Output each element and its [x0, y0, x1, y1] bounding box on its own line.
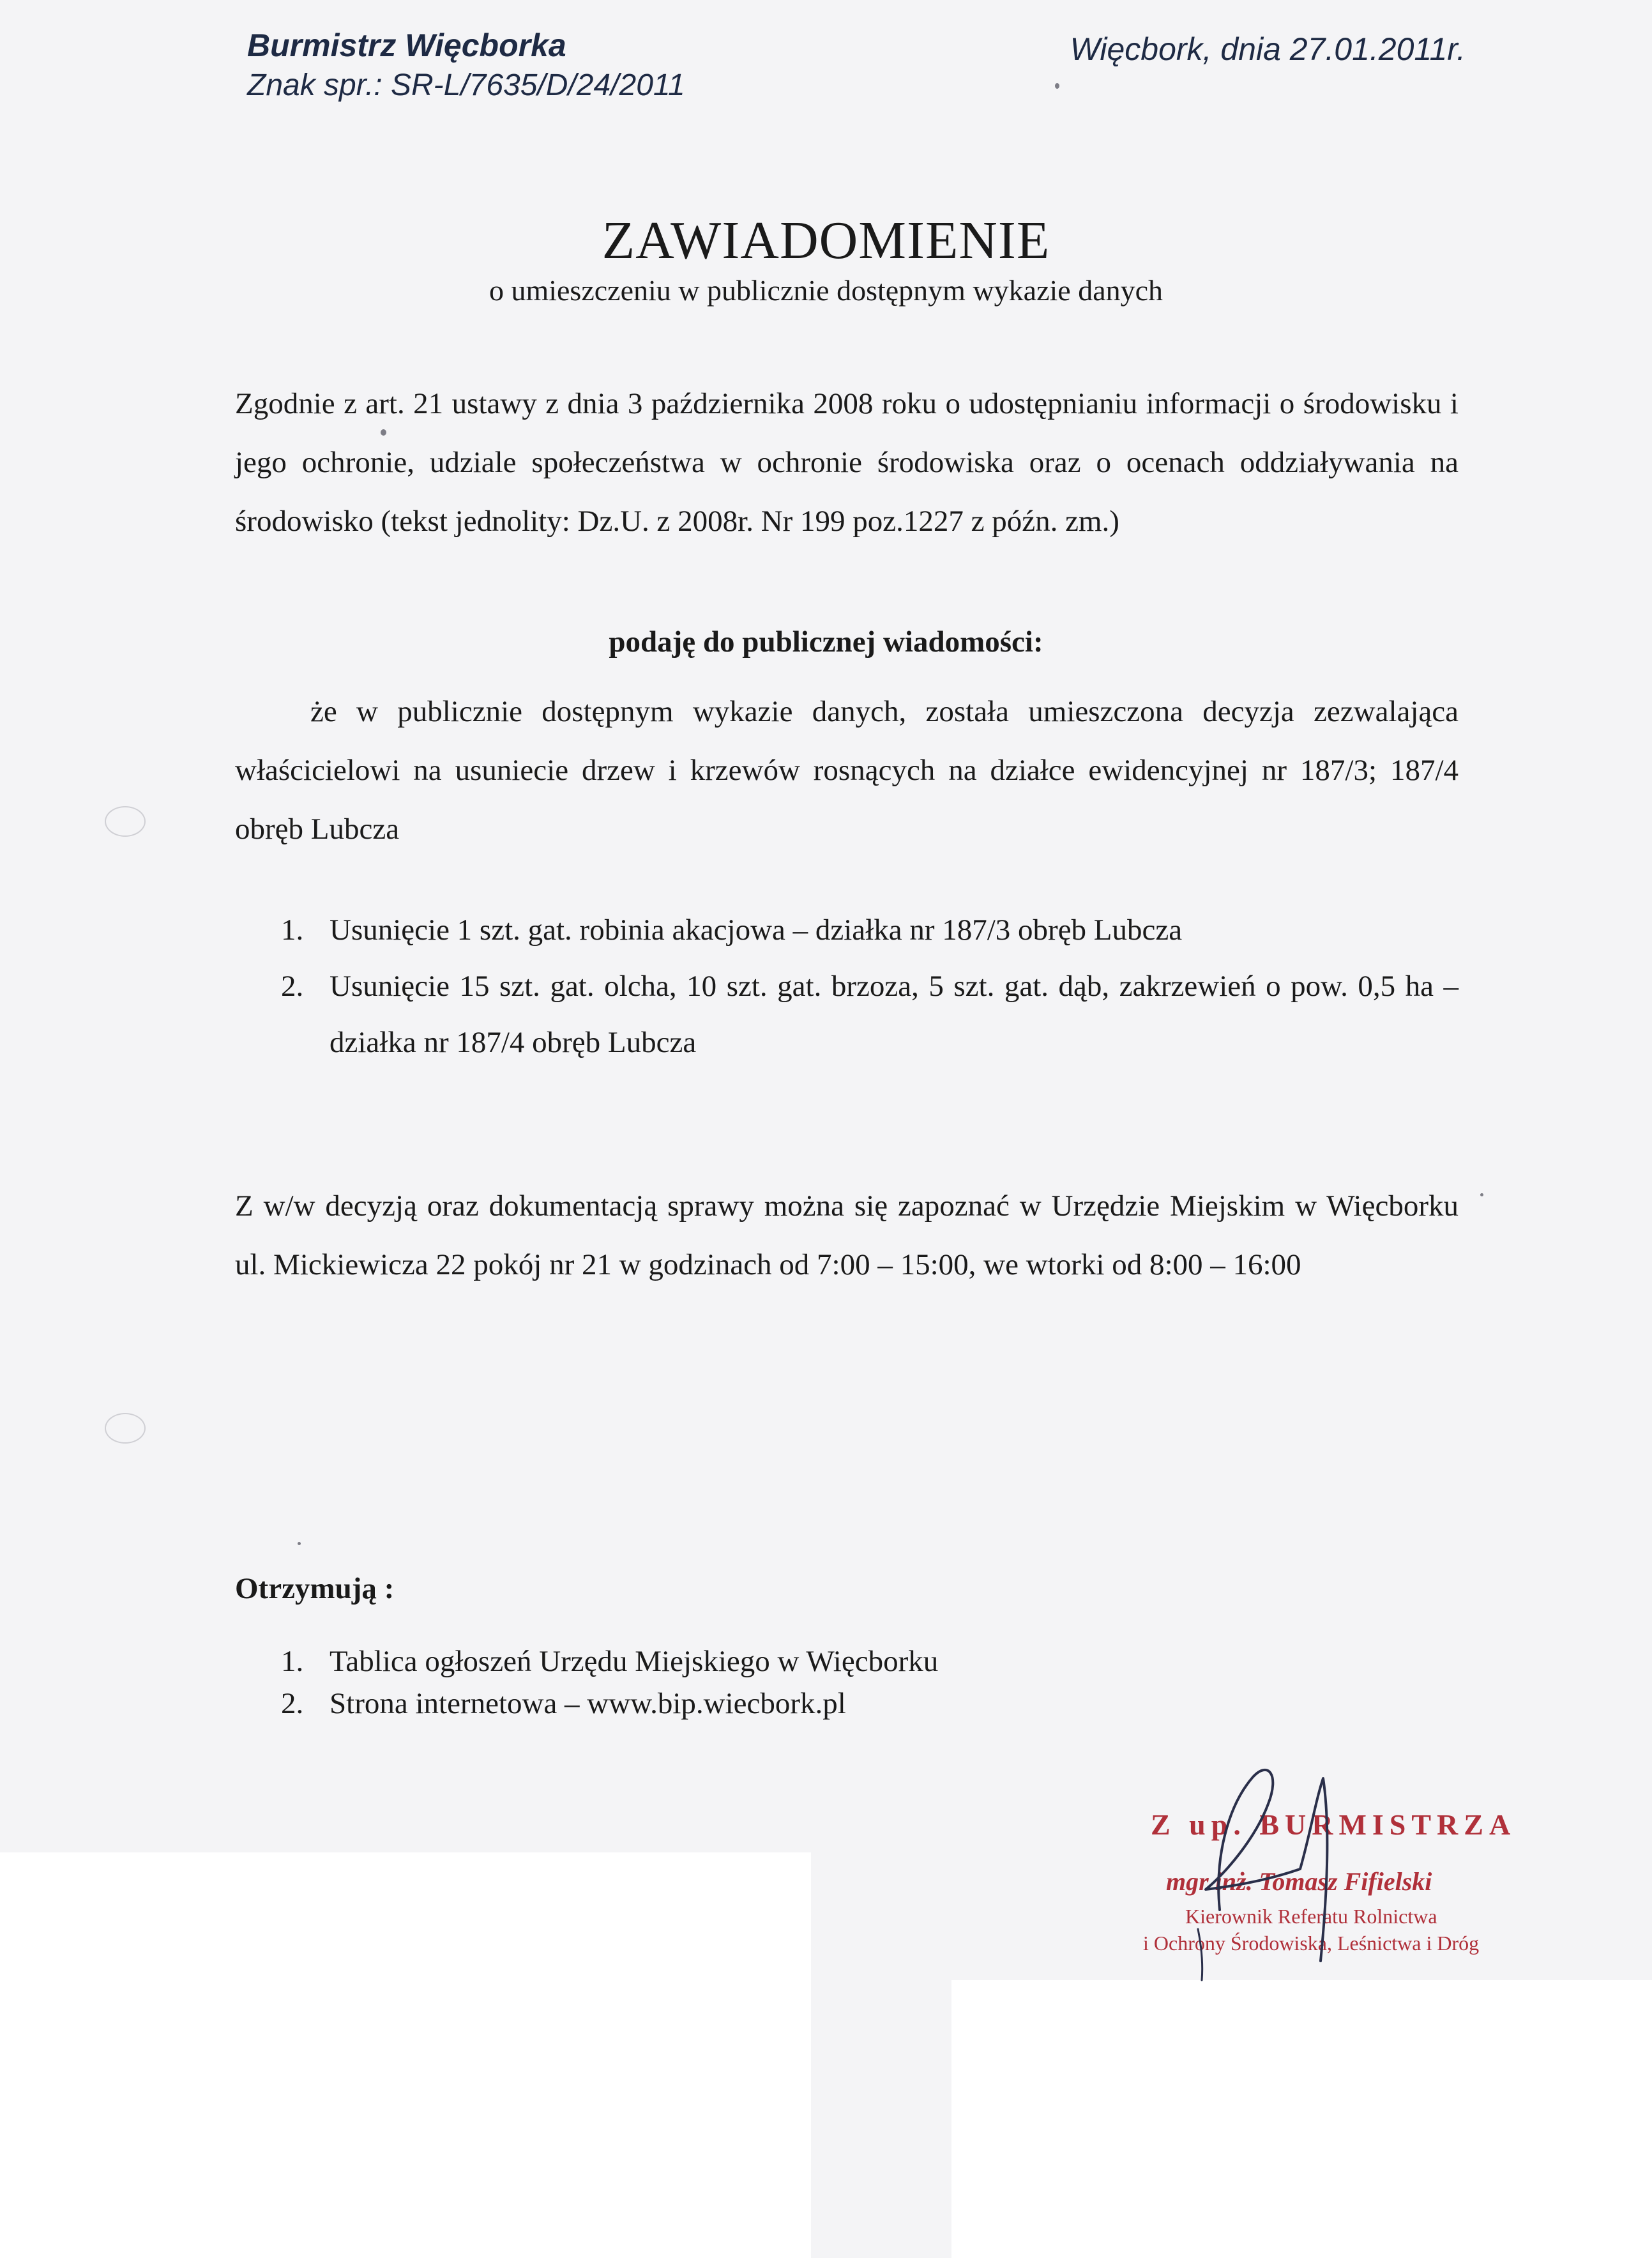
document-title: ZAWIADOMIENIE: [602, 211, 1050, 270]
list-item-number: 2.: [281, 1687, 304, 1720]
list-item: [281, 1682, 1459, 1725]
list-item: [281, 902, 1459, 958]
list-item: [281, 958, 1459, 1071]
stamp-department: i Ochrony Środowiska, Leśnictwa i Dróg: [1143, 1932, 1480, 1955]
announcement-heading: podaję do publicznej wiadomości:: [609, 625, 1043, 659]
legal-basis-paragraph: Zgodnie z art. 21 ustawy z dnia 3 października 2008 roku o udostępnianiu informacji o środowisku i jego ochronie, udziale społeczeństwa w ochronie środowiska oraz o ocenach oddziaływania na środowisko (tekst jednolity: Dz.U. z 2008r. Nr 199 poz.1227 z późn. zm.): [235, 387, 1459, 538]
scan-speck: [298, 1542, 301, 1545]
list-item-text: Tablica ogłoszeń Urzędu Miejskiego w Więcborku: [330, 1645, 939, 1678]
place-and-date: Więcbork, dnia 27.01.2011r.: [1070, 31, 1466, 67]
stamp-authority: Z up. BURMISTRZA: [1151, 1808, 1517, 1841]
list-item-text: Strona internetowa – www.bip.wiecbork.pl: [330, 1687, 846, 1720]
decision-paragraph: że w publicznie dostępnym wykazie danych, została umieszczona decyzja zezwalająca właścicielowi na usuniecie drzew i krzewów rosnących na działce ewidencyjnej nr 187/3; 187/4 obręb Lubcza: [235, 695, 1459, 846]
case-reference: Znak spr.: SR-L/7635/D/24/2011: [247, 68, 685, 102]
inspection-paragraph: Z w/w decyzją oraz dokumentacją sprawy można się zapoznać w Urzędzie Miejskim w Więcborku ul. Mickiewicza 22 pokój nr 21 w godzinach od 7:00 – 15:00, we wtorki od 8:00 – 16:00: [235, 1189, 1459, 1281]
recipients-list: [281, 1640, 1459, 1725]
recipients-heading: Otrzymują :: [235, 1572, 395, 1605]
stamp-official-name: mgr inż. Tomasz Fifielski: [1166, 1867, 1432, 1896]
list-item: [281, 1640, 1459, 1682]
scan-white-patch: [951, 1980, 1652, 2258]
removal-list: [281, 902, 1459, 1071]
scan-speck: [1055, 83, 1059, 89]
list-item-number: 1.: [281, 913, 304, 947]
issuer-name: Burmistrz Więcborka: [247, 27, 566, 63]
scan-speck: [1480, 1193, 1483, 1196]
list-item-number: 2.: [281, 970, 304, 1003]
document-subtitle: o umieszczeniu w publicznie dostępnym wykazie danych: [489, 274, 1163, 307]
stamp-position: Kierownik Referatu Rolnictwa: [1185, 1905, 1437, 1928]
scan-punch-hole-mark: [105, 1413, 146, 1444]
scan-white-patch: [0, 1852, 811, 2258]
scan-punch-hole-mark: [105, 806, 146, 837]
list-item-number: 1.: [281, 1645, 304, 1678]
handwritten-signature: [1143, 1737, 1462, 1993]
list-item-text: Usunięcie 15 szt. gat. olcha, 10 szt. gat. brzoza, 5 szt. gat. dąb, zakrzewień o pow. 0,5 ha – działka nr 187/4 obręb Lubcza: [330, 970, 1459, 1059]
list-item-text: Usunięcie 1 szt. gat. robinia akacjowa – działka nr 187/3 obręb Lubcza: [330, 913, 1183, 947]
